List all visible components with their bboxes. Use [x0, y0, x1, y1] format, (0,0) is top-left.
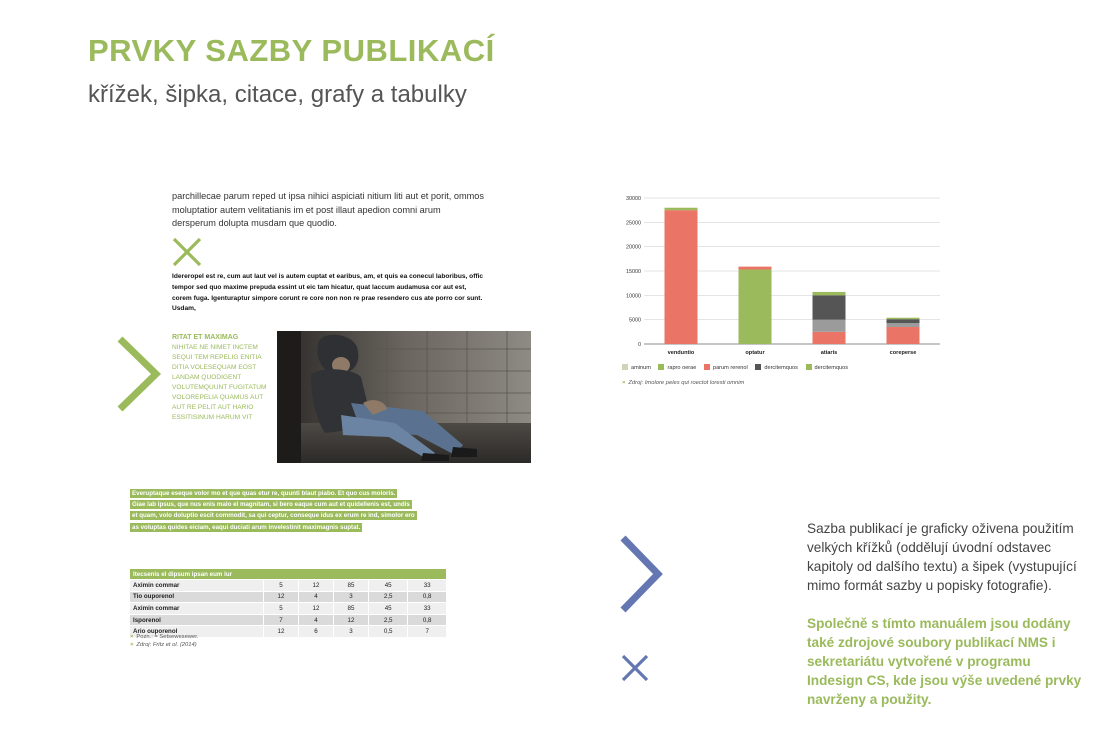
highlighted-quote	[130, 488, 450, 533]
table-row	[130, 591, 446, 603]
intro-paragraph: parchillecae parum reped ut ipsa nihici aspiciati nitium liti aut et porit, ommos moluptatior autem velitatianis im et post illaut apedion comni arum dersperum dolupta musdam que quodio.	[172, 191, 485, 229]
highlight-line: et quam, volo doluptio escit commodit, sa qui ceptur, conseque idus ex erum re ind, simolor ero	[132, 512, 415, 520]
bar-segment	[887, 327, 920, 344]
bar-segment	[665, 208, 698, 210]
table-cell: Aximin commar	[130, 603, 263, 615]
bar-segment	[813, 332, 846, 344]
legend-item	[806, 364, 849, 371]
small-cross-icon: ×	[130, 634, 134, 640]
legend-label: aminum	[631, 365, 651, 371]
description-text: Sazba publikací je graficky oživena použitím velkých křížků (oddělují úvodní odstavec kapitoly od dalšího textu) a šipek (vystupující mimo formát sazby u popisky fotografie).	[807, 521, 1077, 593]
legend-item	[622, 364, 651, 371]
y-tick-label: 30000	[626, 196, 641, 202]
stacked-bar-chart	[618, 192, 948, 392]
table-cell: 33	[408, 603, 446, 615]
y-tick-label: 10000	[626, 293, 641, 300]
bar-segment	[665, 210, 698, 344]
highlight-line: Everuptaque eseque volor mo et que quas etur re, quunti blaut piabo. Et quo cus moloris.	[132, 490, 396, 497]
table-cell: 2,5	[368, 614, 407, 626]
page-subtitle: křížek, šipka, citace, grafy a tabulky	[88, 81, 467, 108]
table-cell: 5	[263, 580, 298, 592]
bar-segment	[887, 323, 920, 327]
highlight-line: as voluptas quides eiciam, eaqui duciati arum invelestinit maximagnis suptat.	[132, 523, 361, 531]
x-tick-label: optatur	[745, 350, 765, 356]
highlight-text: Společně s tímto manuálem jsou dodány také zdrojové soubory publikací NMS i sekretariátu vytvořené v programu Indesign CS, kde jsou výše uvedené prvky navrženy a použity.	[807, 616, 1082, 707]
table-cell: 12	[263, 626, 298, 638]
body-paragraph: Idereropel est re, cum aut laut vel is autem cuptat et earibus, am, et quis ea conecul laboribus, offic tempor sed quo maxime prepuda essint ut eic tam hicatur, quat laccum audamusa cor aut est, corem fuga. Igenturaptur simpore corunt re core non non re prae resendero cus ate porro cor sunt. Usdam,	[172, 273, 484, 313]
legend-item	[704, 364, 748, 371]
legend-swatch	[658, 364, 664, 370]
bar-segment	[739, 270, 772, 344]
legend-item	[658, 364, 696, 371]
y-tick-label: 15000	[626, 269, 641, 275]
table-cell: 3	[333, 626, 368, 638]
table-cell: 7	[408, 626, 446, 638]
table-cell: 85	[333, 580, 368, 592]
small-cross-icon: ×	[130, 642, 134, 648]
bar-segment	[813, 295, 846, 319]
pull-quote-heading: RITAT ET MAXIMAG	[172, 334, 239, 341]
bar-segment	[887, 319, 920, 323]
table-cell: 12	[298, 580, 333, 592]
x-tick-label: venduntio	[667, 350, 695, 356]
legend-swatch	[806, 364, 812, 370]
table-row	[130, 614, 446, 626]
x-tick-label: atiaris	[820, 350, 838, 356]
table-source: Zdroj: Fritz et ol. (2014)	[136, 642, 197, 648]
table-cell: 33	[408, 580, 446, 592]
bar-segment	[739, 267, 772, 270]
bar-segment	[887, 318, 920, 319]
table-cell: 12	[333, 614, 368, 626]
table-cell: 45	[368, 580, 407, 592]
table-cell: Ario ouporenol	[130, 626, 263, 638]
table-cell: 3	[333, 591, 368, 603]
green-cross-icon	[171, 236, 203, 273]
legend-label: dercitemquos	[814, 365, 849, 371]
legend-swatch	[704, 364, 710, 370]
table-cell: 4	[298, 591, 333, 603]
sample-table	[130, 569, 446, 638]
table-cell: 12	[298, 603, 333, 615]
x-tick-label: coreperse	[889, 350, 917, 356]
table-row	[130, 603, 446, 615]
highlight-line: Giae lab ipsus, que nus enis malo el magnitam, si bero eaque cum aut et quidellenis est, undis	[132, 501, 410, 509]
chart-legend	[622, 364, 854, 371]
legend-swatch	[755, 364, 761, 370]
small-cross-icon: ×	[622, 380, 626, 386]
table-cell: 45	[368, 603, 407, 615]
table-cell: 7	[263, 614, 298, 626]
table-cell: Aximin commar	[130, 580, 263, 592]
bar-segment	[813, 320, 846, 332]
table-cell: 0,5	[368, 626, 407, 638]
table-cell: 85	[333, 603, 368, 615]
table-cell: 12	[263, 591, 298, 603]
legend-label: parum rerenol	[712, 365, 748, 371]
table-cell: 2,5	[368, 591, 407, 603]
table-note: Pozn.: = Setsewesewer.	[136, 634, 199, 640]
y-tick-label: 5000	[629, 317, 641, 324]
chart-source-text: Zdroj: Imolore peles qui roectot loresti omnim	[628, 380, 745, 386]
y-tick-label: 20000	[626, 244, 641, 251]
y-tick-label: 25000	[626, 220, 641, 227]
table-cell: 6	[298, 626, 333, 638]
green-chevron-icon	[115, 335, 163, 418]
table-caption: Itecsenis el dipsum ipsan eum lur	[130, 569, 446, 580]
legend-item	[755, 364, 798, 371]
blue-chevron-icon	[618, 534, 664, 619]
y-tick-label: 0	[638, 342, 641, 348]
table-cell: 0,8	[408, 614, 446, 626]
table-cell: 4	[298, 614, 333, 626]
legend-label: rapro oerae	[667, 365, 697, 371]
photo	[277, 331, 531, 463]
page-title: PRVKY SAZBY PUBLIKACÍ	[88, 33, 495, 68]
pull-quote-body: NIHITAE NE NIMET INCTEM SEQUI TEM REPELIG ENITIA DITIA VOLESEQUAM EOST LANDAM QUODIGENT VOLUTEMQUUNT FUGITATUM VOLOREPELIA QUAMUS AUT AUT RE PELIT AUT HARIO ESSITISINUM HARUM VIT	[172, 344, 267, 421]
blue-cross-icon	[620, 653, 650, 688]
legend-label: dercitemquos	[764, 365, 798, 371]
bar-segment	[813, 292, 846, 295]
legend-swatch	[622, 364, 628, 370]
table-cell: 0,8	[408, 591, 446, 603]
table-notes	[130, 633, 198, 649]
chart-source	[622, 380, 744, 386]
table-cell: 5	[263, 603, 298, 615]
table-row	[130, 580, 446, 592]
table-cell: Isporenol	[130, 614, 263, 626]
table-cell: Tio ouporenol	[130, 591, 263, 603]
